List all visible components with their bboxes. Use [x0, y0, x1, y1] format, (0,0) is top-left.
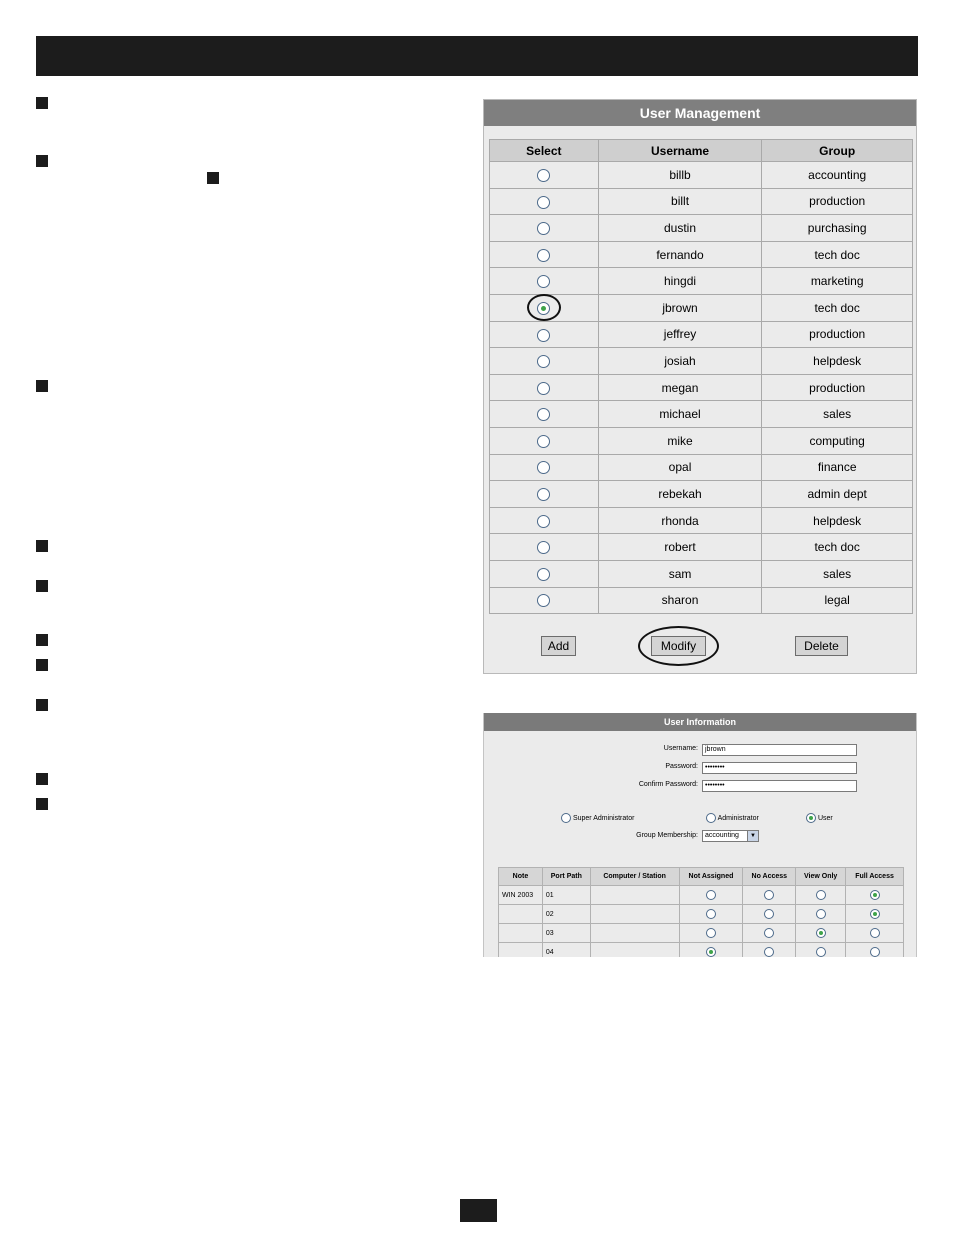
access-cell[interactable]: [796, 905, 846, 924]
radio-icon[interactable]: [537, 329, 550, 342]
select-cell[interactable]: [490, 587, 599, 614]
username-cell: mike: [598, 427, 762, 454]
username-cell: dustin: [598, 215, 762, 242]
username-cell: billb: [598, 162, 762, 189]
computer-station-cell: [590, 924, 679, 943]
radio-selected-icon[interactable]: [706, 947, 716, 957]
port-path-cell: 02: [542, 905, 590, 924]
select-cell[interactable]: [490, 454, 599, 481]
select-cell[interactable]: [490, 321, 599, 348]
username-cell: fernando: [598, 241, 762, 268]
group-cell: purchasing: [762, 215, 913, 242]
username-cell: opal: [598, 454, 762, 481]
select-cell[interactable]: [490, 507, 599, 534]
access-cell[interactable]: [846, 924, 904, 943]
table-row: [490, 427, 913, 454]
username-cell: robert: [598, 534, 762, 561]
select-cell[interactable]: [490, 401, 599, 428]
group-cell: accounting: [762, 162, 913, 189]
username-cell: jbrown: [598, 294, 762, 321]
username-cell: rebekah: [598, 481, 762, 508]
radio-icon[interactable]: [764, 947, 774, 957]
page-number-tab: [460, 1199, 497, 1222]
radio-icon: [706, 813, 716, 823]
column-header-username: Username: [598, 140, 762, 162]
radio-icon[interactable]: [537, 515, 550, 528]
group-cell: tech doc: [762, 534, 913, 561]
chevron-down-icon[interactable]: ▼: [747, 831, 758, 841]
radio-icon[interactable]: [816, 909, 826, 919]
column-header-not-assigned: Not Assigned: [679, 868, 743, 886]
access-cell[interactable]: [743, 924, 796, 943]
radio-icon[interactable]: [537, 249, 550, 262]
radio-icon[interactable]: [537, 541, 550, 554]
group-cell: helpdesk: [762, 348, 913, 375]
access-cell[interactable]: [743, 943, 796, 958]
username-cell: sam: [598, 560, 762, 587]
table-row: [499, 943, 904, 958]
computer-station-cell: [590, 886, 679, 905]
column-header-group: Group: [762, 140, 913, 162]
access-cell[interactable]: [796, 924, 846, 943]
table-row: [490, 321, 913, 348]
role-user-label: User: [817, 814, 833, 822]
user-management-title: User Management: [484, 100, 916, 126]
column-header-no-access: No Access: [743, 868, 796, 886]
radio-icon[interactable]: [537, 461, 550, 474]
username-cell: michael: [598, 401, 762, 428]
column-header-full-access: Full Access: [846, 868, 904, 886]
password-field[interactable]: ••••••••: [702, 762, 857, 774]
select-cell[interactable]: [490, 268, 599, 295]
table-row: [499, 905, 904, 924]
port-path-cell: 04: [542, 943, 590, 958]
bullet-marker: [36, 97, 48, 109]
port-path-cell: 03: [542, 924, 590, 943]
group-cell: sales: [762, 560, 913, 587]
radio-icon[interactable]: [537, 435, 550, 448]
add-button[interactable]: Add: [541, 636, 576, 656]
select-cell[interactable]: [490, 188, 599, 215]
bullet-marker: [36, 580, 48, 592]
modify-highlight-oval: [638, 626, 719, 666]
table-row: [490, 374, 913, 401]
username-cell: jeffrey: [598, 321, 762, 348]
table-row: [490, 162, 913, 189]
confirm-password-label: Confirm Password:: [638, 781, 698, 788]
table-row: [499, 924, 904, 943]
table-row: [490, 188, 913, 215]
access-cell[interactable]: [846, 886, 904, 905]
group-cell: helpdesk: [762, 507, 913, 534]
radio-icon[interactable]: [706, 928, 716, 938]
access-cell[interactable]: [796, 943, 846, 958]
table-row: [490, 507, 913, 534]
group-cell: computing: [762, 427, 913, 454]
column-header-select: Select: [490, 140, 599, 162]
column-header-computer-station: Computer / Station: [590, 868, 679, 886]
radio-icon[interactable]: [537, 488, 550, 501]
table-row: [490, 560, 913, 587]
select-cell[interactable]: [490, 241, 599, 268]
select-cell[interactable]: [490, 374, 599, 401]
radio-icon[interactable]: [537, 568, 550, 581]
radio-icon[interactable]: [537, 169, 550, 182]
select-cell[interactable]: [490, 348, 599, 375]
username-cell: rhonda: [598, 507, 762, 534]
group-cell: marketing: [762, 268, 913, 295]
column-header-view-only: View Only: [796, 868, 846, 886]
access-cell[interactable]: [679, 905, 743, 924]
radio-icon: [561, 813, 571, 823]
table-row: [490, 241, 913, 268]
group-membership-label: Group Membership:: [636, 832, 698, 839]
access-cell[interactable]: [679, 924, 743, 943]
radio-icon[interactable]: [816, 890, 826, 900]
group-cell: tech doc: [762, 294, 913, 321]
delete-button[interactable]: Delete: [795, 636, 848, 656]
bullet-marker: [36, 155, 48, 167]
user-management-panel: [483, 99, 917, 674]
bullet-marker: [36, 798, 48, 810]
table-row: [490, 401, 913, 428]
radio-icon[interactable]: [537, 275, 550, 288]
group-cell: finance: [762, 454, 913, 481]
modify-button[interactable]: Modify: [651, 636, 706, 656]
selected-radio-highlight-oval: [527, 294, 561, 321]
note-cell: WIN 2003: [499, 886, 543, 905]
note-cell: [499, 924, 543, 943]
access-cell[interactable]: [846, 905, 904, 924]
computer-station-cell: [590, 943, 679, 958]
computer-station-cell: [590, 905, 679, 924]
radio-selected-icon[interactable]: [870, 890, 880, 900]
access-cell[interactable]: [679, 886, 743, 905]
username-cell: josiah: [598, 348, 762, 375]
column-header-note: Note: [499, 868, 543, 886]
role-user[interactable]: [806, 813, 833, 823]
username-cell: megan: [598, 374, 762, 401]
radio-icon[interactable]: [706, 909, 716, 919]
username-cell: sharon: [598, 587, 762, 614]
radio-icon[interactable]: [764, 890, 774, 900]
note-cell: [499, 905, 543, 924]
bullet-marker: [36, 773, 48, 785]
radio-icon[interactable]: [764, 928, 774, 938]
radio-icon[interactable]: [537, 594, 550, 607]
table-row: [490, 268, 913, 295]
password-label: Password:: [665, 763, 698, 770]
bullet-marker: [36, 634, 48, 646]
access-cell[interactable]: [743, 905, 796, 924]
select-cell[interactable]: [490, 162, 599, 189]
radio-icon[interactable]: [816, 947, 826, 957]
page-header-bar: [36, 36, 918, 76]
radio-icon[interactable]: [706, 890, 716, 900]
radio-selected-icon[interactable]: [816, 928, 826, 938]
bullet-marker: [207, 172, 219, 184]
group-cell: production: [762, 188, 913, 215]
radio-icon[interactable]: [537, 196, 550, 209]
radio-icon[interactable]: [537, 222, 550, 235]
role-super-administrator[interactable]: [561, 813, 634, 823]
role-administrator-label: Administrator: [717, 814, 759, 822]
table-row: [490, 534, 913, 561]
group-cell: production: [762, 321, 913, 348]
port-path-cell: 01: [542, 886, 590, 905]
table-row: [490, 481, 913, 508]
group-cell: sales: [762, 401, 913, 428]
radio-icon[interactable]: [537, 382, 550, 395]
group-cell: legal: [762, 587, 913, 614]
select-cell[interactable]: [490, 215, 599, 242]
radio-icon[interactable]: [537, 355, 550, 368]
group-cell: production: [762, 374, 913, 401]
role-administrator[interactable]: [706, 813, 759, 823]
table-row: [490, 215, 913, 242]
user-information-title: User Information: [484, 713, 916, 731]
access-cell[interactable]: [796, 886, 846, 905]
group-membership-select[interactable]: [702, 830, 759, 842]
port-access-table: [498, 867, 904, 957]
group-cell: admin dept: [762, 481, 913, 508]
table-row: [490, 587, 913, 614]
radio-icon[interactable]: [764, 909, 774, 919]
select-cell[interactable]: [490, 481, 599, 508]
table-row: [490, 454, 913, 481]
username-field[interactable]: jbrown: [702, 744, 857, 756]
radio-icon[interactable]: [870, 947, 880, 957]
column-header-port-path: Port Path: [542, 868, 590, 886]
select-cell[interactable]: [490, 427, 599, 454]
access-cell[interactable]: [846, 943, 904, 958]
access-cell[interactable]: [743, 886, 796, 905]
username-cell: hingdi: [598, 268, 762, 295]
select-cell[interactable]: [490, 534, 599, 561]
table-row: [490, 348, 913, 375]
user-information-panel: [483, 713, 917, 957]
radio-selected-icon[interactable]: [870, 909, 880, 919]
access-cell[interactable]: [679, 943, 743, 958]
username-cell: billt: [598, 188, 762, 215]
select-cell[interactable]: [490, 560, 599, 587]
user-table: [489, 139, 913, 614]
bullet-marker: [36, 659, 48, 671]
group-membership-value: accounting: [705, 832, 739, 839]
username-label: Username:: [663, 745, 698, 752]
note-cell: [499, 943, 543, 958]
table-row: [499, 886, 904, 905]
confirm-password-field[interactable]: ••••••••: [702, 780, 857, 792]
radio-selected-icon: [806, 813, 816, 823]
radio-icon[interactable]: [537, 408, 550, 421]
role-super-administrator-label: Super Administrator: [572, 814, 635, 822]
bullet-marker: [36, 380, 48, 392]
bullet-marker: [36, 699, 48, 711]
radio-icon[interactable]: [870, 928, 880, 938]
group-cell: tech doc: [762, 241, 913, 268]
bullet-marker: [36, 540, 48, 552]
